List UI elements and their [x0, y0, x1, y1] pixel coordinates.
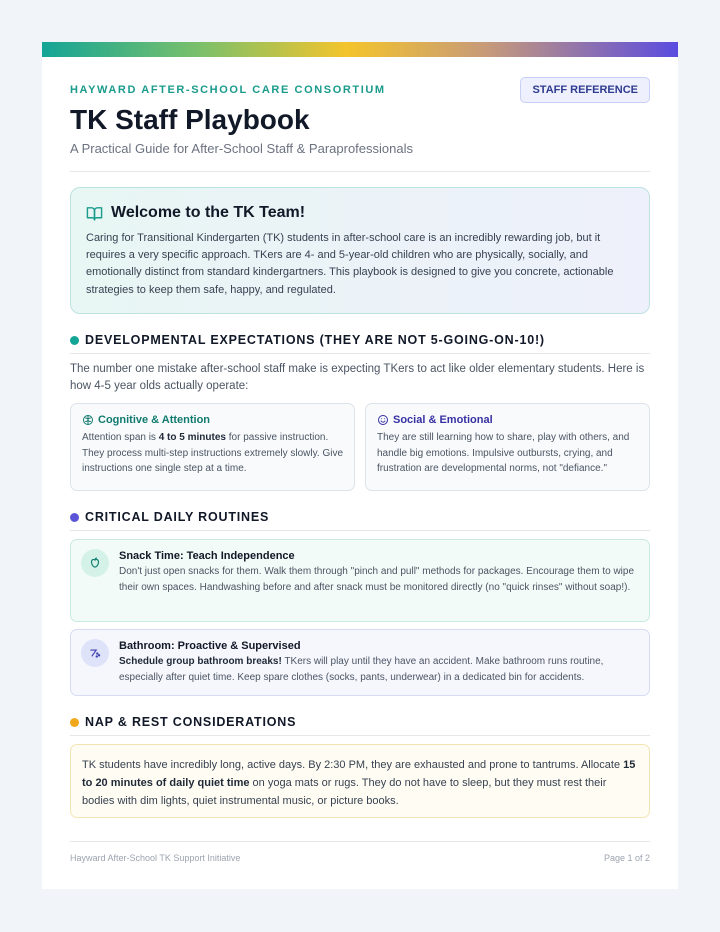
cognitive-card-text: Attention span is 4 to 5 minutes for passive instruction. They process multi-step instructions extremely slowly. Give instructions one single step at a time. — [82, 432, 344, 474]
footer-initiative: Hayward After-School TK Support Initiative — [70, 853, 241, 863]
brain-icon — [82, 414, 94, 426]
document-header — [70, 57, 650, 172]
indigo-bullet-dot — [70, 513, 79, 522]
cognitive-card — [70, 403, 355, 491]
social-card-title: Social & Emotional — [393, 414, 493, 426]
snack-icon-circle — [81, 549, 109, 577]
page-title: TK Staff Playbook — [70, 104, 310, 135]
teal-bullet-dot — [70, 336, 79, 345]
page — [42, 42, 678, 889]
cognitive-card-title: Cognitive & Attention — [98, 414, 211, 426]
welcome-title: Welcome to the TK Team! — [111, 204, 306, 221]
bathroom-routine-card — [70, 629, 650, 696]
amber-bullet-dot — [70, 718, 79, 727]
snack-routine-card — [70, 539, 650, 622]
page-number: Page 1 of 2 — [603, 853, 650, 863]
snack-routine-text: Don't just open snacks for them. Walk them through "pinch and pull" methods for packages. Encourage them to wipe their own spaces. Handwashing before and after snack must be monitored directly (no "quick rinses" without soap!). — [119, 566, 635, 593]
bathroom-routine-text: Schedule group bathroom breaks! TKers will play until they have an accident. Make bathroom runs routine, especially after quiet time. Keep spare clothes (socks, pants, underwear) in a dedicated bin for accidents. — [119, 656, 604, 683]
section-heading-nap — [70, 715, 650, 736]
page-footer — [70, 841, 650, 863]
staff-reference-badge: STAFF REFERENCE — [520, 77, 650, 103]
nap-heading: NAP & REST CONSIDERATIONS — [85, 715, 297, 729]
organization-name: HAYWARD AFTER-SCHOOL CARE CONSORTIUM — [70, 84, 386, 96]
social-card-text: They are still learning how to share, play with others, and handle big emotions. Impulsive outbursts, crying, and frustration are developmental norms, not "defiance." — [377, 432, 630, 474]
cognitive-card-heading — [82, 414, 343, 426]
snack-routine-title: Snack Time: Teach Independence — [119, 550, 295, 562]
welcome-text: Caring for Transitional Kindergarten (TK) students in after-school care is an incredibly rewarding job, but it requires a very specific approach. TKers are 4- and 5-year-old children who are physically, socially, and emotionally distinct from standard kindergartners. This playbook is designed to give you concrete, actionable strategies to keep them safe, happy, and regulated. — [86, 232, 614, 296]
bathroom-icon-circle — [81, 639, 109, 667]
page-subtitle: A Practical Guide for After-School Staff & Paraprofessionals — [70, 141, 413, 156]
section-heading-routines — [70, 510, 650, 531]
gradient-top-bar — [42, 42, 678, 57]
bathroom-routine-title: Bathroom: Proactive & Supervised — [119, 640, 301, 652]
bathroom-icon — [88, 646, 102, 660]
welcome-heading — [86, 204, 634, 222]
section-heading-developmental — [70, 333, 650, 354]
social-card-heading — [377, 414, 638, 426]
social-card — [365, 403, 650, 491]
developmental-cards — [70, 403, 650, 491]
smile-icon — [377, 414, 389, 426]
welcome-box — [70, 187, 650, 314]
nap-callout: TK students have incredibly long, active days. By 2:30 PM, they are exhausted and prone to tantrums. Allocate 15 to 20 minutes of daily quiet time on yoga mats or rugs. They do not have to sleep, but they must rest their bodies with dim lights, quiet instrumental music, or picture books. — [70, 744, 650, 818]
book-open-icon — [86, 205, 103, 222]
developmental-heading: DEVELOPMENTAL EXPECTATIONS (THEY ARE NOT 5-GOING-ON-10!) — [85, 333, 545, 347]
apple-icon — [88, 556, 102, 570]
developmental-intro: The number one mistake after-school staff make is expecting TKers to act like older elementary students. Here is how 4-5 year olds actually operate: — [70, 363, 645, 392]
routines-heading: CRITICAL DAILY ROUTINES — [85, 510, 270, 524]
